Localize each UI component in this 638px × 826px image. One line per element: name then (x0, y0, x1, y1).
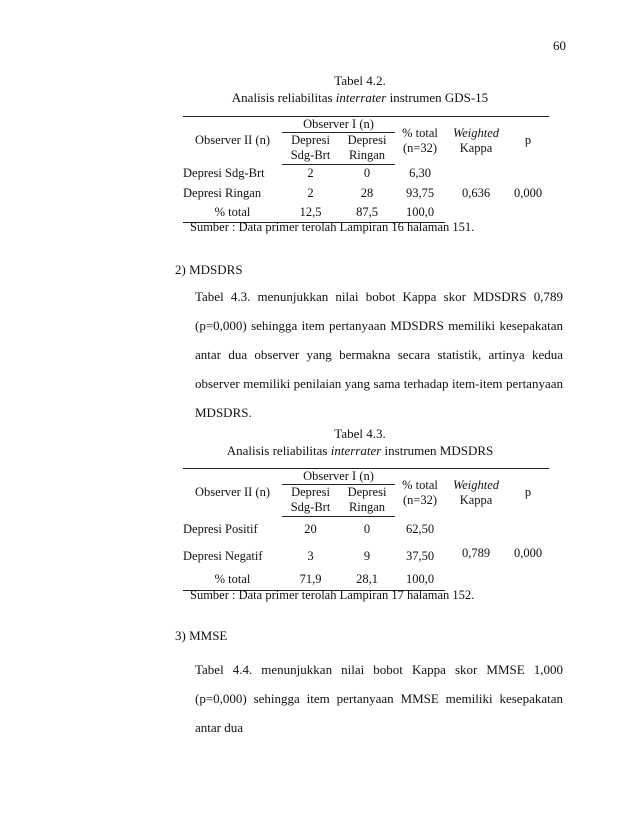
cell-value: 2 (307, 166, 314, 181)
table1 (183, 116, 549, 223)
cell-value: 100,0 (395, 203, 445, 222)
cell-value: 6,30 (409, 166, 431, 180)
table2-caption-title: Analisis reliabilitas interrater instrumen MDSDRS (226, 443, 494, 458)
table1-kappa-value: 0,636 (461, 185, 491, 200)
cell-value: 28 (360, 185, 374, 200)
cell-value: 2 (307, 185, 314, 200)
table1-header-col-b1: Depresi (347, 133, 387, 147)
cell-value: 9 (363, 548, 371, 563)
cell-value: 62,50 (405, 521, 435, 536)
table-row (183, 164, 549, 183)
table2-header-weighted-kappa: Weighted Kappa (445, 469, 507, 517)
table1-caption-title: Analisis reliabilitas interrater instrumen GDS-15 (231, 90, 489, 105)
cell-value: 20 (304, 521, 317, 536)
table1-header-p: p (507, 117, 549, 165)
table1-header-observer1: Observer I (n) (282, 117, 395, 133)
table2-source: Sumber : Data primer terolah Lampiran 17 halaman 152. (190, 588, 475, 602)
row-label: % total (183, 570, 282, 590)
row-label: Depresi Positif (183, 521, 258, 536)
table1-header-weighted-kappa: Weighted Kappa (445, 117, 507, 165)
table2-header-col-a1: Depresi (291, 485, 330, 499)
table2-header-p: p (507, 469, 549, 517)
table1-caption-number: Tabel 4.2. (334, 73, 386, 88)
cell-value: 93,75 (405, 185, 435, 200)
table1-header-col-a2: Sdg-Brt (282, 148, 339, 164)
table2-caption-number: Tabel 4.3. (334, 426, 386, 441)
table2-header-observer1: Observer I (n) (282, 469, 395, 485)
table2-caption (180, 425, 540, 459)
table2-header-observer2: Observer II (n) (183, 469, 282, 517)
row-label: Depresi Sdg-Brt (183, 166, 265, 180)
table1-header-col-b2: Ringan (339, 148, 395, 164)
table2-p-value: 0,000 (513, 545, 543, 560)
table2-kappa-value: 0,789 (461, 545, 491, 560)
cell-value: 28,1 (339, 570, 395, 590)
cell-value: 37,50 (405, 548, 435, 563)
table2-header-total: % total (n=32) (395, 469, 445, 517)
cell-value: 0 (363, 166, 371, 181)
table2 (183, 468, 549, 591)
page-number: 60 (553, 38, 566, 53)
table1-caption (180, 72, 540, 106)
cell-value: 71,9 (282, 570, 339, 590)
table1-header-col-a1: Depresi (291, 133, 330, 147)
section2-paragraph: Tabel 4.3. menunjukkan nilai bobot Kappa skor MDSDRS 0,789 (p=0,000) sehingga item pertanyaan MDSDRS memiliki kesepakatan antar dua observer yang bermakna secara statistik, artinya kedua observer memiliki penilaian yang sama terhadap item-item pertanyaan MDSDRS. (195, 289, 563, 420)
section3-paragraph: Tabel 4.4. menunjukkan nilai bobot Kappa skor MMSE 1,000 (p=0,000) sehingga item pertanyaan MMSE memiliki kesepakatan antar dua (195, 662, 563, 735)
table1-p-value: 0,000 (513, 185, 543, 200)
table1-header-total: % total (n=32) (395, 117, 445, 165)
cell-value: 12,5 (282, 203, 339, 222)
section2-heading: 2) MDSDRS (175, 262, 243, 277)
row-label: % total (183, 203, 282, 222)
table-row (183, 516, 549, 542)
table2-header-col-b1: Depresi (347, 485, 387, 499)
section3-heading: 3) MMSE (175, 628, 228, 643)
cell-value: 0 (363, 521, 371, 536)
cell-value: 3 (307, 548, 314, 563)
table1-header-observer2: Observer II (n) (183, 117, 282, 165)
row-label: Depresi Ringan (183, 185, 262, 200)
cell-value: 100,0 (395, 570, 445, 590)
cell-value: 87,5 (339, 203, 395, 222)
table1-source: Sumber : Data primer terolah Lampiran 16 halaman 151. (190, 220, 475, 234)
table2-header-col-a2: Sdg-Brt (282, 500, 339, 516)
table2-header-col-b2: Ringan (339, 500, 395, 516)
row-label: Depresi Negatif (183, 548, 263, 563)
